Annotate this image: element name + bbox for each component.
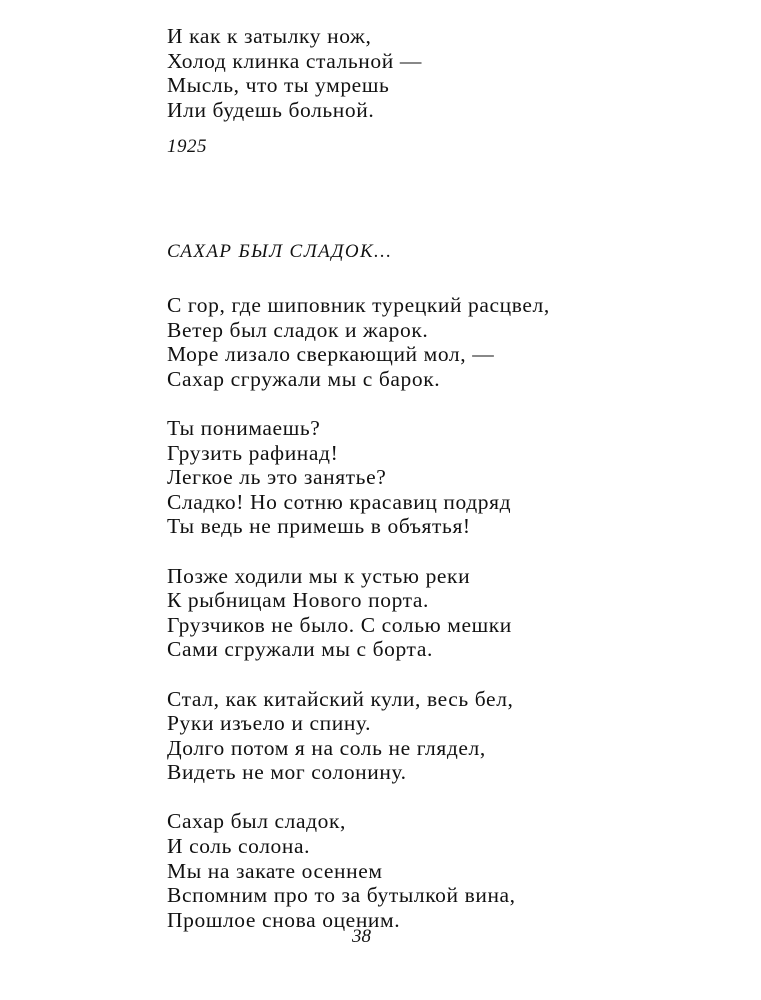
stanza-3 [167,564,647,662]
verse-line: Мы на закате осеннем [167,858,383,883]
poem-title: САХАР БЫЛ СЛАДОК... [167,241,393,262]
verse-line: Грузить рафинад! [167,440,339,465]
verse-line: Сахар сгружали мы с барок. [167,366,441,391]
verse-line: И как к затылку нож, [167,24,372,48]
verse-line: С гор, где шиповник турецкий расцвел, [167,293,550,317]
verse-line: Стал, как китайский кули, весь бел, [167,686,514,711]
verse-line: Прошлое снова оценим. [167,907,401,932]
stanza-5 [167,809,647,932]
verse-line: Сахар был сладок, [167,809,347,834]
stanza-2 [167,416,647,539]
verse-line: Позже ходили мы к устью реки [167,563,471,588]
verse-line: Мысль, что ты умрешь [167,73,390,98]
verse-line: И соль солона. [167,834,311,859]
poem-year: 1925 [167,136,207,157]
verse-line: Или будешь больной. [167,97,375,122]
verse-line: Ты ведь не примешь в объятья! [167,514,471,539]
stanza-1 [167,293,647,391]
verse-line: Море лизало сверкающий мол, — [167,342,495,367]
verse-line: Сами сгружали мы с борта. [167,637,433,662]
stanza [167,24,647,122]
verse-line: Долго потом я на соль не глядел, [167,735,486,760]
poem-body [167,293,647,957]
previous-poem-ending [167,24,647,122]
verse-line: Легкое ль это занятье? [167,465,387,490]
stanza-4 [167,687,647,785]
verse-line: Грузчиков не было. С солью мешки [167,612,512,637]
verse-line: Сладко! Но сотню красавиц подряд [167,489,512,514]
verse-line: Вспомним про то за бутылкой вина, [167,883,516,908]
verse-line: Видеть не мог солонину. [167,760,407,785]
verse-line: Ты понимаешь? [167,415,321,440]
verse-line: К рыбницам Нового порта. [167,588,430,613]
page-number: 38 [352,926,371,947]
verse-line: Руки изъело и спину. [167,711,372,736]
verse-line: Холод клинка стальной — [167,48,422,73]
verse-line: Ветер был сладок и жарок. [167,317,429,342]
